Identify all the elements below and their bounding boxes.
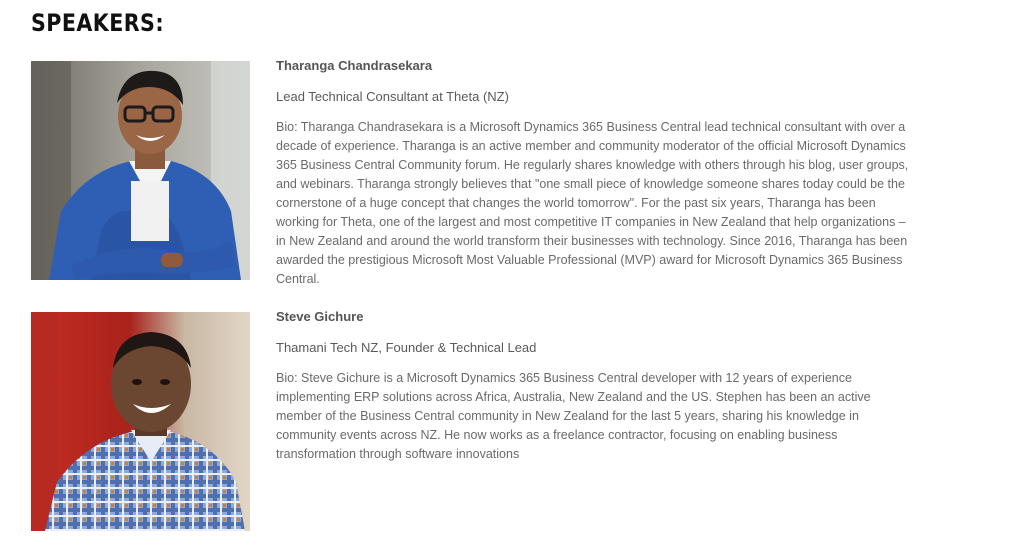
speaker-details [276,309,916,464]
speaker-bio: Bio: Steve Gichure is a Microsoft Dynamics 365 Business Central developer with 12 years of experience implementing ERP solutions across Africa, Australia, New Zealand and the US. Stephen has been an active member of the Business Central community in New Zealand for the last 5 years, sharing his knowledge in community events across NZ. He now works as a freelance contractor, focusing on enabling business transformation through software innovations [276,371,871,461]
speaker-details [276,58,916,289]
speaker-bio: Bio: Tharanga Chandrasekara is a Microsoft Dynamics 365 Business Central lead technical consultant with over a decade of experience. Tharanga is an active member and community moderator of the official Microsoft Dynamics 365 Business Central Community forum. He regularly shares knowledge with others through his blog, user groups, and webinars. Tharanga strongly believes that "one small piece of knowledge someone shares today could be the cornerstone of a huge concept that changes the world tomorrow". For the past six years, Tharanga has been working for Theta, one of the largest and most competitive IT companies in New Zealand that help organizations – in New Zealand and around the world transform their businesses with technology. Since 2016, Tharanga has been awarded the prestigious Microsoft Most Valuable Professional (MVP) award for Microsoft Dynamics 365 Business Central. [276,120,909,286]
speaker-name: Steve Gichure [276,309,364,324]
speaker-name: Tharanga Chandrasekara [276,58,433,73]
speaker-role: Thamani Tech NZ, Founder & Technical Lead [276,340,537,355]
speaker-photo-steve [31,312,250,531]
speaker-photo-tharanga [31,61,250,280]
speaker-role: Lead Technical Consultant at Theta (NZ) [276,89,509,104]
section-title: SPEAKERS: [31,9,165,37]
